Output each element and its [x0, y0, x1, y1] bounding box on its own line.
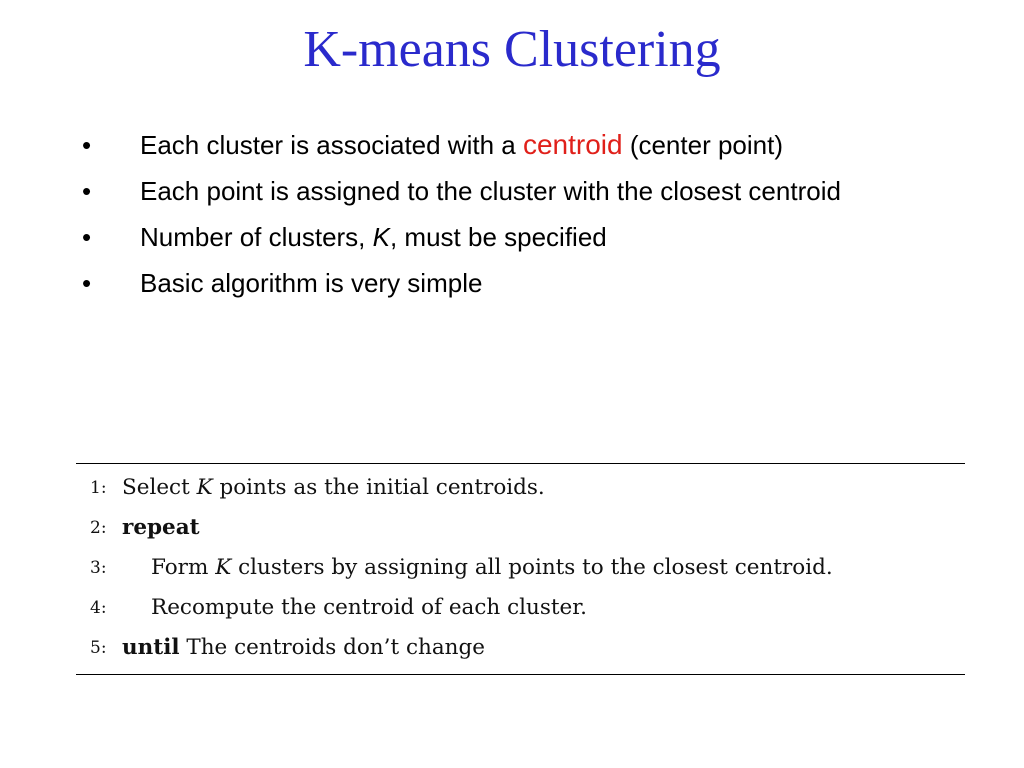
slide-title: K-means Clustering	[303, 21, 721, 78]
bullet-dot-icon: •	[82, 222, 92, 252]
bullet-item	[80, 264, 980, 302]
step-text: Select	[122, 475, 197, 500]
step-number: 5:	[90, 638, 107, 658]
bullet-text: Each cluster is associated with a	[140, 130, 523, 160]
k-variable: K	[372, 222, 390, 252]
step-text: Recompute the centroid of each cluster.	[151, 595, 587, 620]
bullet-dot-icon: •	[82, 130, 92, 160]
bullet-dot-icon: •	[82, 268, 92, 298]
repeat-keyword: repeat	[122, 515, 200, 540]
step-number: 1:	[90, 478, 107, 498]
algorithm-box	[76, 463, 965, 675]
bullet-list	[80, 126, 980, 310]
bullet-item	[80, 218, 980, 256]
step-number: 4:	[90, 598, 107, 618]
step-text: Form	[151, 555, 216, 580]
step-text: points as the initial centroids.	[212, 475, 545, 500]
bullet-text: (center point)	[622, 130, 783, 160]
step-text: The centroids don’t change	[179, 635, 485, 660]
step-number: 3:	[90, 558, 107, 578]
bullet-text: Each point is assigned to the cluster with the closest centroid	[140, 176, 841, 206]
k-variable: K	[196, 475, 213, 500]
centroid-highlight: centroid	[522, 129, 623, 160]
bullet-dot-icon: •	[82, 176, 92, 206]
bullet-text: , must be specified	[389, 222, 607, 252]
k-variable: K	[215, 555, 232, 580]
step-text: clusters by assigning all points to the closest centroid.	[231, 555, 833, 580]
bullet-item	[80, 172, 980, 210]
bullet-item	[80, 126, 980, 164]
step-number: 2:	[90, 518, 107, 538]
bullet-text: Basic algorithm is very simple	[140, 268, 483, 298]
until-keyword: until	[122, 635, 180, 660]
bullet-text: Number of clusters,	[140, 222, 373, 252]
